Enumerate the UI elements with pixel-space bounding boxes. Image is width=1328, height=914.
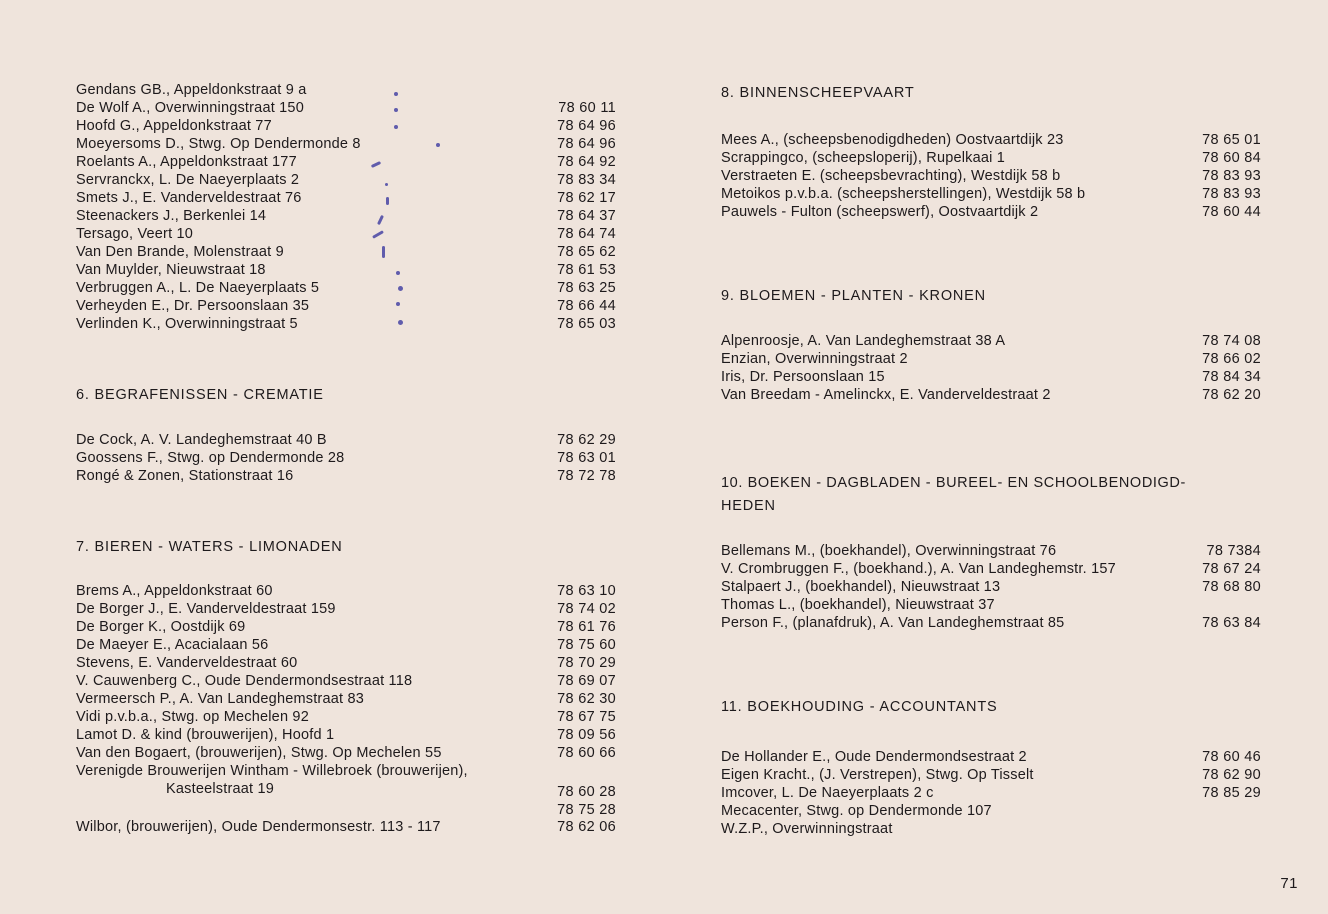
listing-row [76,818,616,836]
listing-phone: 78 60 46 [1202,749,1261,765]
listing-name: Brems A., Appeldonkstraat 60 [76,583,273,599]
listing-row [76,117,616,135]
listing-name: Vidi p.v.b.a., Stwg. op Mechelen 92 [76,709,309,725]
listing-row [76,672,616,690]
listing-name: Servranckx, L. De Naeyerplaats 2 [76,172,300,188]
listing-phone: 78 64 96 [557,118,616,134]
listing-row [76,171,616,189]
listing-name: Van Breedam - Amelinckx, E. Vanderveldestraat 2 [721,387,1051,403]
section-heading: 9. BLOEMEN - PLANTEN - KRONEN [721,288,986,304]
listing-name: Imcover, L. De Naeyerplaats 2 c [721,785,934,801]
listing-phone: 78 63 10 [557,583,616,599]
listing-row [721,560,1261,578]
listing-phone: 78 63 84 [1202,615,1261,631]
listing-name: V. Cauwenberg C., Oude Dendermondsestraat 118 [76,673,413,689]
listing-row [721,614,1261,632]
listing-name: Enzian, Overwinningstraat 2 [721,351,908,367]
listing-row [76,762,616,780]
listing-phone: 78 62 90 [1202,767,1261,783]
listing-name: Van den Bogaert, (brouwerijen), Stwg. Op Mechelen 55 [76,745,442,761]
pen-mark [386,197,389,205]
listing-row [721,131,1261,149]
listing-row [721,149,1261,167]
listing-name: De Borger J., E. Vanderveldestraat 159 [76,601,336,617]
listing-row [76,189,616,207]
listing-phone: 78 62 29 [557,432,616,448]
page-number: 71 [1280,875,1298,892]
listing-row [721,784,1261,802]
listing-name: Stalpaert J., (boekhandel), Nieuwstraat 13 [721,579,1001,595]
listing-name: Tersago, Veert 10 [76,226,194,242]
listing-phone: 78 67 24 [1202,561,1261,577]
listing-phone: 78 60 44 [1202,204,1261,220]
listing-phone: 78 64 96 [557,136,616,152]
listing-phone: 78 65 03 [557,316,616,332]
listing-row [76,207,616,225]
listing-row [76,99,616,117]
listing-phone: 78 62 17 [557,190,616,206]
listing-phone: 78 64 74 [557,226,616,242]
listing-row [76,744,616,762]
listing-phone: 78 60 66 [557,745,616,761]
pen-mark [396,271,400,275]
listing-row [721,542,1261,560]
listing-row [721,185,1261,203]
listing-name: Verbruggen A., L. De Naeyerplaats 5 [76,280,320,296]
pen-mark [394,125,398,129]
listing-phone: 78 63 01 [557,450,616,466]
pen-mark [382,246,385,258]
section-heading: 6. BEGRAFENISSEN - CREMATIE [76,387,324,403]
listing-name: Van Den Brande, Molenstraat 9 [76,244,284,260]
pen-mark [436,143,440,147]
listing-phone: 78 64 92 [557,154,616,170]
listing-phone: 78 62 30 [557,691,616,707]
listing-name: De Cock, A. V. Landeghemstraat 40 B [76,432,327,448]
listing-row [76,708,616,726]
listing-name: Verheyden E., Dr. Persoonslaan 35 [76,298,310,314]
listing-name: Lamot D. & kind (brouwerijen), Hoofd 1 [76,727,335,743]
listing-row [76,690,616,708]
listing-row [721,596,1261,614]
listing-phone: 78 61 53 [557,262,616,278]
pen-mark [398,320,403,325]
listing-name: Kasteelstraat 19 [166,781,274,797]
listing-row [76,243,616,261]
listing-row [76,582,616,600]
listing-phone: 78 72 78 [557,468,616,484]
listing-name: Goossens F., Stwg. op Dendermonde 28 [76,450,345,466]
listing-phone: 78 68 80 [1202,579,1261,595]
listing-row [721,167,1261,185]
listing-row [76,654,616,672]
listing-row [76,153,616,171]
listing-row [76,449,616,467]
listing-name: Verstraeten E. (scheepsbevrachting), Westdijk 58 b [721,168,1061,184]
listing-name: Roelants A., Appeldonkstraat 177 [76,154,297,170]
listing-phone: 78 66 44 [557,298,616,314]
listing-name: W.Z.P., Overwinningstraat [721,821,893,837]
listing-name: V. Crombruggen F., (boekhand.), A. Van Landeghemstr. 157 [721,561,1116,577]
listing-row [76,618,616,636]
listing-row [721,748,1261,766]
listing-row [76,636,616,654]
listing-row [721,578,1261,596]
listing-name: Wilbor, (brouwerijen), Oude Dendermonsestr. 113 - 117 [76,819,441,835]
listing-row [76,467,616,485]
listing-row [721,802,1261,820]
listing-name: Verenigde Brouwerijen Wintham - Willebroek (brouwerijen), [76,763,468,779]
listing-name: Person F., (planafdruk), A. Van Landeghemstraat 85 [721,615,1065,631]
section-heading: 8. BINNENSCHEEPVAART [721,85,915,101]
listing-name: Vermeersch P., A. Van Landeghemstraat 83 [76,691,364,707]
listing-row [721,766,1261,784]
listing-row [76,431,616,449]
listing-phone: 78 63 25 [557,280,616,296]
listing-row [76,726,616,744]
pen-mark [394,92,398,96]
listing-phone: 78 74 08 [1202,333,1261,349]
listing-row [76,600,616,618]
listing-phone: 78 85 29 [1202,785,1261,801]
listing-phone: 78 66 02 [1202,351,1261,367]
listing-phone: 78 62 06 [557,819,616,835]
listing-phone: 78 83 34 [557,172,616,188]
listing-phone: 78 74 02 [557,601,616,617]
listing-name: Hoofd G., Appeldonkstraat 77 [76,118,272,134]
listing-name: Gendans GB., Appeldonkstraat 9 a [76,82,307,98]
listing-row [76,225,616,243]
listing-phone: 78 65 62 [557,244,616,260]
listing-name: Metoikos p.v.b.a. (scheepsherstellingen), Westdijk 58 b [721,186,1086,202]
listing-phone: 78 67 75 [557,709,616,725]
listing-name: Iris, Dr. Persoonslaan 15 [721,369,885,385]
listing-name: De Maeyer E., Acacialaan 56 [76,637,269,653]
listing-row [76,801,616,819]
listing-row [76,81,616,99]
listing-name: Smets J., E. Vanderveldestraat 76 [76,190,302,206]
listing-name: Rongé & Zonen, Stationstraat 16 [76,468,294,484]
listing-name: Mees A., (scheepsbenodigdheden) Oostvaartdijk 23 [721,132,1064,148]
listing-row [721,203,1261,221]
section-heading: 10. BOEKEN - DAGBLADEN - BUREEL- EN SCHOOLBENODIGD- [721,475,1186,491]
listing-row [721,820,1261,838]
listing-phone: 78 60 11 [558,100,616,116]
pen-mark [396,302,400,306]
listing-phone: 78 64 37 [557,208,616,224]
listing-name: De Hollander E., Oude Dendermondsestraat 2 [721,749,1027,765]
listing-name: Moeyersoms D., Stwg. Op Dendermonde 8 [76,136,361,152]
listing-name: Pauwels - Fulton (scheepswerf), Oostvaartdijk 2 [721,204,1039,220]
section-heading: 7. BIEREN - WATERS - LIMONADEN [76,539,343,555]
listing-name: Steenackers J., Berkenlei 14 [76,208,267,224]
listing-name: Scrappingco, (scheepsloperij), Rupelkaai 1 [721,150,1006,166]
listing-phone: 78 7384 [1206,543,1261,559]
listing-name: Mecacenter, Stwg. op Dendermonde 107 [721,803,992,819]
listing-phone: 78 69 07 [557,673,616,689]
listing-row [76,279,616,297]
listing-phone: 78 61 76 [557,619,616,635]
listing-row [76,297,616,315]
pen-mark [385,183,388,186]
listing-phone: 78 83 93 [1202,186,1261,202]
listing-name: Alpenroosje, A. Van Landeghemstraat 38 A [721,333,1006,349]
listing-row [721,350,1261,368]
pen-mark [398,286,403,291]
listing-row [721,386,1261,404]
listing-row [721,368,1261,386]
listing-name: Eigen Kracht., (J. Verstrepen), Stwg. Op Tisselt [721,767,1034,783]
listing-name: Verlinden K., Overwinningstraat 5 [76,316,298,332]
listing-name: Bellemans M., (boekhandel), Overwinningstraat 76 [721,543,1057,559]
listing-phone: 78 70 29 [557,655,616,671]
listing-row [76,315,616,333]
listing-row [721,332,1261,350]
listing-phone: 78 62 20 [1202,387,1261,403]
listing-name: Thomas L., (boekhandel), Nieuwstraat 37 [721,597,995,613]
listing-row [76,135,616,153]
listing-phone: 78 65 01 [1202,132,1261,148]
listing-phone: 78 84 34 [1202,369,1261,385]
listing-name: Stevens, E. Vanderveldestraat 60 [76,655,298,671]
section-heading: 11. BOEKHOUDING - ACCOUNTANTS [721,699,998,715]
listing-phone: 78 83 93 [1202,168,1261,184]
listing-name: De Borger K., Oostdijk 69 [76,619,246,635]
listing-phone: 78 60 28 [557,784,616,800]
listing-name: Van Muylder, Nieuwstraat 18 [76,262,266,278]
listing-row [76,783,616,801]
pen-mark [394,108,398,112]
listing-phone: 78 75 60 [557,637,616,653]
listing-phone: 78 09 56 [557,727,616,743]
section-heading-continued: HEDEN [721,498,776,514]
listing-phone: 78 60 84 [1202,150,1261,166]
listing-name: De Wolf A., Overwinningstraat 150 [76,100,304,116]
listing-phone: 78 75 28 [557,802,616,818]
listing-row [76,261,616,279]
